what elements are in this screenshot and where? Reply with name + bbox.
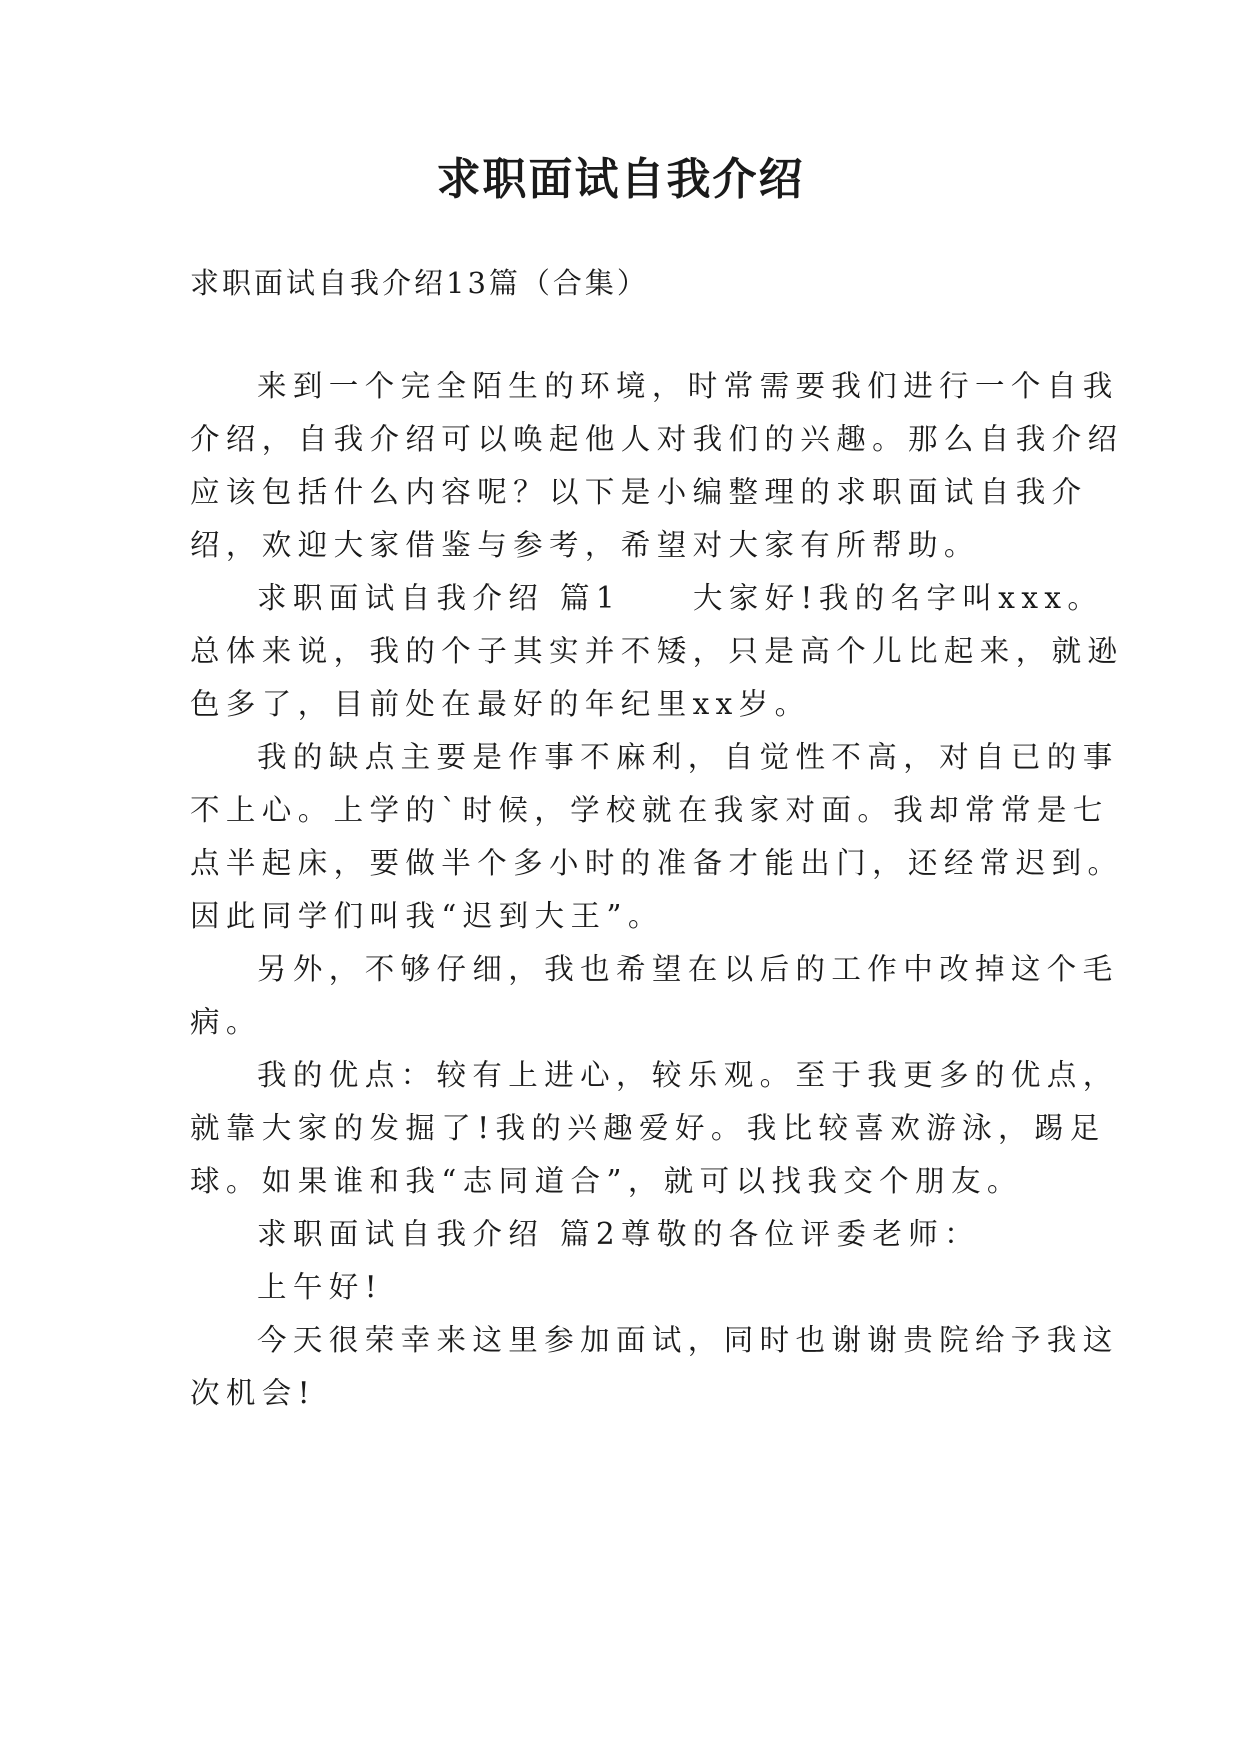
paragraph-line: 因此同学们叫我“迟到大王”。 — [190, 899, 664, 933]
paragraph-line: 介绍，自我介绍可以唤起他人对我们的兴趣。那么自我介绍 — [190, 422, 1124, 456]
paragraph-line: 就靠大家的发掘了!我的兴趣爱好。我比较喜欢游泳，踢足 — [190, 1111, 1106, 1145]
paragraph-line: 总体来说，我的个子其实并不矮，只是高个儿比起来，就逊 — [190, 634, 1124, 668]
paragraph-line: 求职面试自我介绍 篇1 大家好!我的名字叫xxx。 — [257, 581, 1104, 615]
paragraph-line: 我的优点：较有上进心，较乐观。至于我更多的优点， — [257, 1058, 1119, 1092]
paragraph-line: 绍，欢迎大家借鉴与参考，希望对大家有所帮助。 — [190, 528, 980, 562]
document-title: 求职面试自我介绍 — [436, 154, 805, 205]
paragraph-line: 点半起床，要做半个多小时的准备才能出门，还经常迟到。 — [190, 846, 1124, 880]
document-subtitle: 求职面试自我介绍13篇（合集） — [190, 266, 649, 300]
paragraph-line: 来到一个完全陌生的环境，时常需要我们进行一个自我 — [257, 369, 1119, 403]
paragraph-line: 球。如果谁和我“志同道合”，就可以找我交个朋友。 — [190, 1164, 1023, 1198]
paragraph-line: 求职面试自我介绍 篇2尊敬的各位评委老师： — [257, 1217, 981, 1251]
paragraph-line: 今天很荣幸来这里参加面试，同时也谢谢贵院给予我这 — [257, 1323, 1119, 1357]
paragraph-line: 色多了，目前处在最好的年纪里xx岁。 — [190, 687, 811, 721]
paragraph-line: 我的缺点主要是作事不麻利，自觉性不高，对自已的事 — [257, 740, 1119, 774]
paragraph-line: 病。 — [190, 1005, 262, 1039]
paragraph-line: 另外，不够仔细，我也希望在以后的工作中改掉这个毛 — [257, 952, 1119, 986]
paragraph-line: 次机会! — [190, 1376, 316, 1410]
paragraph-line: 上午好! — [257, 1270, 383, 1304]
paragraph-line: 应该包括什么内容呢？以下是小编整理的求职面试自我介 — [190, 475, 1088, 509]
paragraph-line: 不上心。上学的`时候，学校就在我家对面。我却常常是七 — [190, 793, 1109, 827]
